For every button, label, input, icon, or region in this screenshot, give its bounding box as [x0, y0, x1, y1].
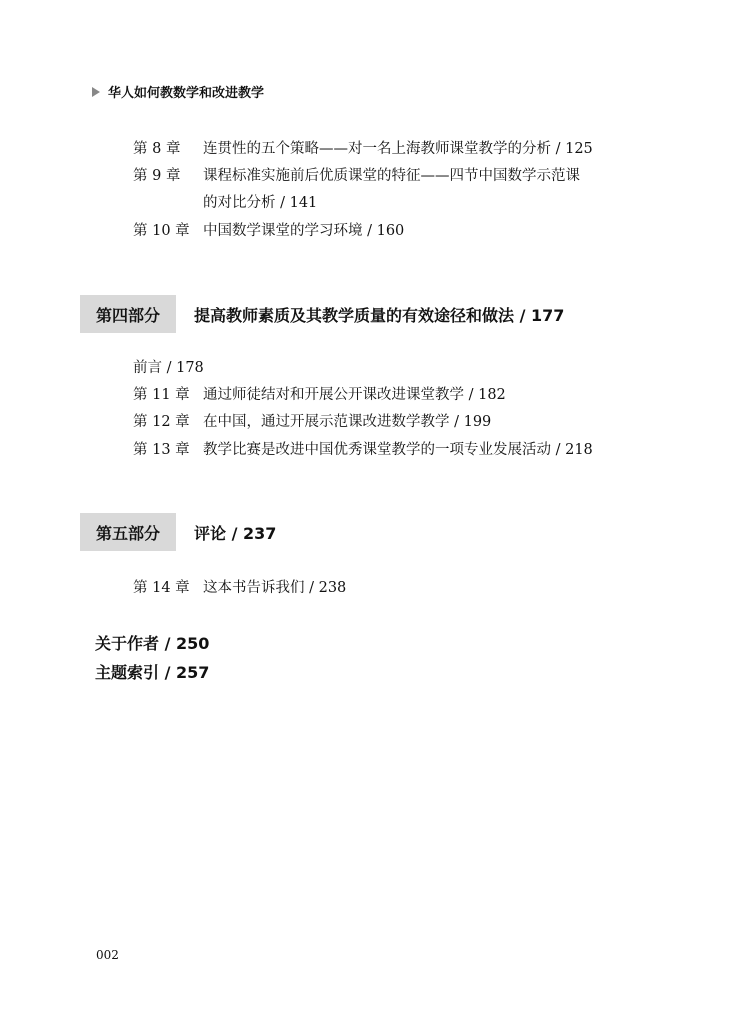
back-matter-index: 主题索引 / 257 [95, 663, 210, 682]
chapter-number: 第 13 章 [133, 442, 190, 458]
chapter-title: 教学比赛是改进中国优秀课堂教学的一项专业发展活动 / 218 [203, 442, 593, 458]
toc-entry [133, 219, 404, 240]
triangle-icon [92, 87, 100, 97]
chapter-number: 第 9 章 [133, 168, 181, 184]
chapter-number: 第 14 章 [133, 580, 190, 596]
toc-entry [133, 164, 580, 185]
chapter-title: 连贯性的五个策略——对一名上海教师课堂教学的分析 / 125 [203, 141, 593, 157]
part-heading [80, 295, 564, 333]
back-matter-about-authors: 关于作者 / 250 [95, 634, 210, 653]
page-number: 002 [96, 948, 119, 962]
toc-entry [133, 410, 491, 431]
chapter-title: 课程标准实施前后优质课堂的特征——四节中国数学示范课 [203, 168, 580, 184]
preface-entry: 前言 / 178 [133, 360, 204, 376]
chapter-number: 第 11 章 [133, 387, 190, 403]
toc-entry [133, 383, 506, 404]
header-title: 华人如何教数学和改进教学 [108, 86, 265, 101]
part-label: 第四部分 [80, 295, 176, 333]
part-title: 评论 / 237 [194, 523, 277, 543]
chapter-title: 在中国，通过开展示范课改进数学教学 / 199 [203, 414, 492, 430]
toc-entry [133, 576, 346, 597]
chapter-title: 这本书告诉我们 / 238 [203, 580, 347, 596]
running-header [92, 82, 264, 101]
toc-entry [133, 356, 204, 377]
toc-entry [133, 137, 593, 158]
chapter-title-continued: 的对比分析 / 141 [203, 195, 318, 211]
toc-entry [133, 438, 593, 459]
part-title: 提高教师素质及其教学质量的有效途径和做法 / 177 [194, 305, 565, 325]
part-heading [80, 513, 276, 551]
part-label: 第五部分 [80, 513, 176, 551]
chapter-title: 通过师徒结对和开展公开课改进课堂教学 / 182 [203, 387, 506, 403]
chapter-title: 中国数学课堂的学习环境 / 160 [203, 223, 405, 239]
chapter-number: 第 12 章 [133, 414, 190, 430]
toc-entry-continued [203, 191, 317, 212]
chapter-number: 第 10 章 [133, 223, 190, 239]
chapter-number: 第 8 章 [133, 141, 181, 157]
